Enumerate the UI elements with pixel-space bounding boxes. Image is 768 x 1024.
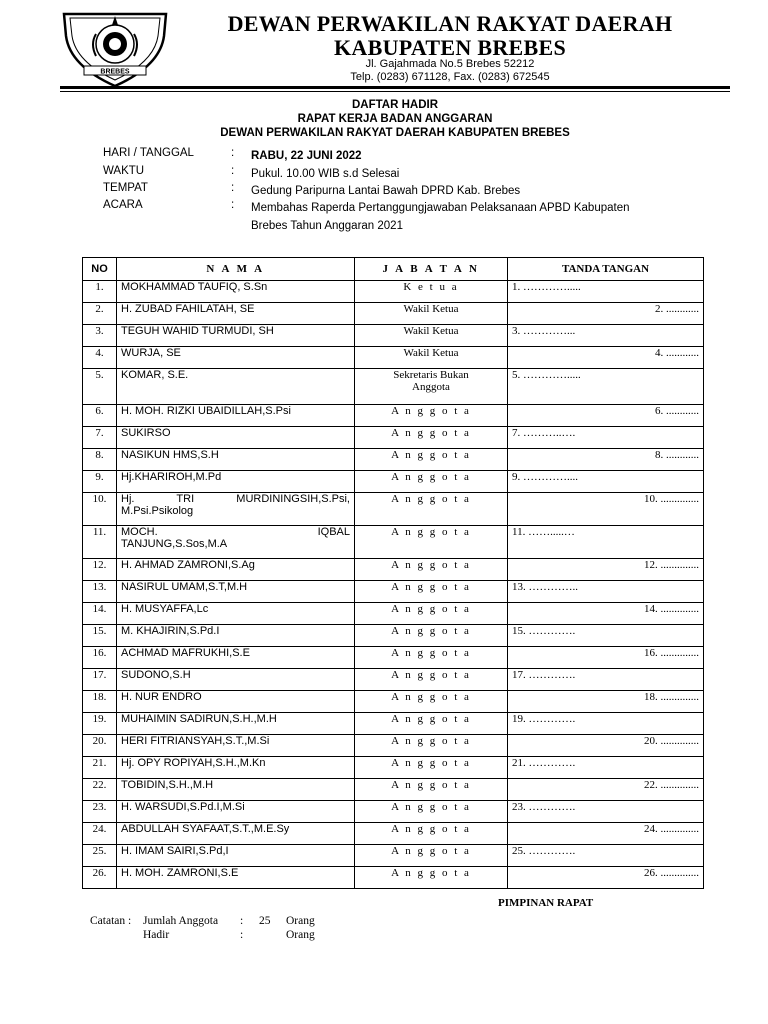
info-value-line2: Brebes Tahun Anggaran 2021 <box>251 220 403 232</box>
header-rule-thick <box>60 86 730 89</box>
member-position-line1: Sekretaris Bukan <box>393 369 469 381</box>
info-label: HARI / TANGGAL <box>103 147 194 159</box>
dprd-brebes-logo <box>60 8 170 90</box>
member-position-line1: A n g g o t a <box>391 493 471 505</box>
info-value-line1: Membahas Raperda Pertanggungjawaban Pelaksanaan APBD Kabupaten <box>251 202 630 214</box>
member-position-line1: A n g g o t a <box>391 625 471 637</box>
member-name-line1: WURJA, SE <box>121 347 181 359</box>
row-number: 2. <box>83 303 117 325</box>
signature-cell: 12. .............. <box>508 559 704 581</box>
hadir-colon: : <box>240 929 244 941</box>
signature-cell: 10. .............. <box>508 493 704 526</box>
signature-cell: 22. .............. <box>508 779 704 801</box>
member-position <box>355 625 508 647</box>
row-number: 16. <box>83 647 117 669</box>
member-position-line1: A n g g o t a <box>391 801 471 813</box>
member-name <box>117 281 355 303</box>
member-position <box>355 845 508 867</box>
signature-cell: 14. .............. <box>508 603 704 625</box>
member-position-line1: A n g g o t a <box>391 559 471 571</box>
signature-cell: 8. ............ <box>508 449 704 471</box>
signature-cell: 13. ………….. <box>508 581 704 603</box>
member-position <box>355 281 508 303</box>
signature-cell: 5. …………..... <box>508 369 704 405</box>
hadir-label: Hadir <box>143 929 170 941</box>
member-position <box>355 471 508 493</box>
member-position <box>355 867 508 889</box>
member-name <box>117 559 355 581</box>
row-number: 3. <box>83 325 117 347</box>
member-name-line1: H. MOH. ZAMRONI,S.E <box>121 867 239 879</box>
member-position <box>355 493 508 526</box>
member-name-line1: HERI FITRIANSYAH,S.T.,M.Si <box>121 735 270 747</box>
info-value: Gedung Paripurna Lantai Bawah DPRD Kab. Brebes <box>251 185 521 197</box>
table-row <box>83 369 704 405</box>
table-row <box>83 603 704 625</box>
member-position-line1: A n g g o t a <box>391 867 471 879</box>
attendance-table <box>82 257 704 889</box>
title-line1: DAFTAR HADIR <box>351 99 439 111</box>
signature-cell: 4. ............ <box>508 347 704 369</box>
institution-title <box>190 12 710 60</box>
member-name-line1: M. KHAJIRIN,S.Pd.I <box>121 625 220 637</box>
table-row <box>83 867 704 889</box>
title-line3: DEWAN PERWAKILAN RAKYAT DAERAH KABUPATEN BREBES <box>220 127 570 139</box>
table-row <box>83 449 704 471</box>
table-row <box>83 471 704 493</box>
catatan-label: Catatan : <box>90 915 132 927</box>
member-name-line1: H. MUSYAFFA,Lc <box>121 603 209 615</box>
signature-cell: 21. …………. <box>508 757 704 779</box>
member-position <box>355 801 508 823</box>
member-name <box>117 603 355 625</box>
member-name-line2: M.Psi.Psikolog <box>121 505 194 517</box>
info-label: TEMPAT <box>103 182 148 194</box>
table-row <box>83 493 704 526</box>
member-position-line1: A n g g o t a <box>391 427 471 439</box>
member-name-line1: SUKIRSO <box>121 427 171 439</box>
row-number: 7. <box>83 427 117 449</box>
member-position <box>355 449 508 471</box>
member-name-line1: ACHMAD MAFRUKHI,S.E <box>121 647 250 659</box>
member-name-line1: TEGUH WAHID TURMUDI, SH <box>121 325 274 337</box>
member-name-line1: TOBIDIN,S.H.,M.H <box>121 779 214 791</box>
jumlah-unit: Orang <box>286 915 315 927</box>
member-name-line1: Hj. OPY ROPIYAH,S.H.,M.Kn <box>121 757 266 769</box>
member-name-line1: MUHAIMIN SADIRUN,S.H.,M.H <box>121 713 277 725</box>
member-name-line1: MOKHAMMAD TAUFIQ, S.Sn <box>121 281 268 293</box>
row-number: 1. <box>83 281 117 303</box>
address-line: Jl. Gajahmada No.5 Brebes 52212 <box>365 58 535 70</box>
member-name <box>117 801 355 823</box>
phone-line: Telp. (0283) 671128, Fax. (0283) 672545 <box>350 71 550 83</box>
member-position-line1: A n g g o t a <box>391 735 471 747</box>
info-colon: : <box>231 165 235 177</box>
member-name-line1: H. AHMAD ZAMRONI,S.Ag <box>121 559 255 571</box>
row-number: 10. <box>83 493 117 526</box>
row-number: 9. <box>83 471 117 493</box>
member-name <box>117 303 355 325</box>
member-position <box>355 303 508 325</box>
table-row <box>83 303 704 325</box>
table-row <box>83 691 704 713</box>
member-position <box>355 369 508 405</box>
member-position <box>355 325 508 347</box>
member-position-line1: Wakil Ketua <box>403 347 459 359</box>
signature-cell: 24. .............. <box>508 823 704 845</box>
info-label: ACARA <box>103 199 143 211</box>
logo-text: BREBES <box>100 68 130 76</box>
row-number: 14. <box>83 603 117 625</box>
member-name <box>117 581 355 603</box>
member-position <box>355 713 508 735</box>
institution-line1: DEWAN PERWAKILAN RAKYAT DAERAH <box>227 11 673 36</box>
institution-line2: KABUPATEN BREBES <box>334 35 566 60</box>
member-name <box>117 471 355 493</box>
info-label: WAKTU <box>103 165 145 177</box>
member-name-line1: ABDULLAH SYAFAAT,S.T.,M.E.Sy <box>121 823 290 835</box>
member-name-line1: Hj. TRI MURDININGSIH,S.Psi, <box>121 493 350 505</box>
member-name <box>117 449 355 471</box>
info-colon: : <box>231 199 235 211</box>
header-rule-thin <box>60 91 730 92</box>
member-name <box>117 405 355 427</box>
table-row <box>83 581 704 603</box>
table-row <box>83 405 704 427</box>
row-number: 19. <box>83 713 117 735</box>
info-value: Pukul. 10.00 WIB s.d Selesai <box>251 168 400 180</box>
member-name-line1: NASIRUL UMAM,S.T,M.H <box>121 581 248 593</box>
member-name-line1: NASIKUN HMS,S.H <box>121 449 219 461</box>
row-number: 23. <box>83 801 117 823</box>
table-row <box>83 801 704 823</box>
row-number: 5. <box>83 369 117 405</box>
info-value: RABU, 22 JUNI 2022 <box>251 150 362 162</box>
signature-cell: 2. ............ <box>508 303 704 325</box>
member-position-line1: A n g g o t a <box>391 757 471 769</box>
signature-cell: 7. ………..…. <box>508 427 704 449</box>
member-name-line1: H. WARSUDI,S.Pd.I,M.Si <box>121 801 245 813</box>
member-position-line1: A n g g o t a <box>391 471 471 483</box>
member-name <box>117 735 355 757</box>
signature-cell: 9. ………….... <box>508 471 704 493</box>
row-number: 11. <box>83 526 117 559</box>
member-name <box>117 669 355 691</box>
jumlah-colon: : <box>240 915 244 927</box>
header-signature: TANDA TANGAN <box>508 258 704 281</box>
member-name <box>117 823 355 845</box>
member-name <box>117 713 355 735</box>
row-number: 12. <box>83 559 117 581</box>
member-name <box>117 691 355 713</box>
member-position-line1: A n g g o t a <box>391 779 471 791</box>
table-row <box>83 823 704 845</box>
member-name <box>117 779 355 801</box>
member-position-line1: A n g g o t a <box>391 581 471 593</box>
member-name <box>117 526 355 559</box>
table-row <box>83 427 704 449</box>
row-number: 20. <box>83 735 117 757</box>
member-name-line1: MOCH. IQBAL <box>121 526 350 538</box>
member-name-line1: H. MOH. RIZKI UBAIDILLAH,S.Psi <box>121 405 291 417</box>
institution-address-block <box>300 58 600 84</box>
member-position <box>355 735 508 757</box>
member-position-line1: K e t u a <box>403 281 459 293</box>
member-position <box>355 581 508 603</box>
member-position <box>355 669 508 691</box>
member-name <box>117 493 355 526</box>
member-position <box>355 526 508 559</box>
member-name-line1: H. IMAM SAIRI,S.Pd,I <box>121 845 229 857</box>
signature-cell: 25. …………. <box>508 845 704 867</box>
table-row <box>83 625 704 647</box>
member-position <box>355 603 508 625</box>
member-position <box>355 427 508 449</box>
document-title <box>60 98 730 140</box>
member-position-line1: A n g g o t a <box>391 449 471 461</box>
member-position <box>355 559 508 581</box>
table-row <box>83 757 704 779</box>
row-number: 22. <box>83 779 117 801</box>
member-position <box>355 779 508 801</box>
signature-cell: 11. …….....… <box>508 526 704 559</box>
signature-cell: 15. …………. <box>508 625 704 647</box>
signature-cell: 18. .............. <box>508 691 704 713</box>
table-body <box>83 281 704 889</box>
row-number: 18. <box>83 691 117 713</box>
info-colon: : <box>231 147 235 159</box>
signature-cell: 26. .............. <box>508 867 704 889</box>
member-position-line1: A n g g o t a <box>391 669 471 681</box>
signature-cell: 16. .............. <box>508 647 704 669</box>
row-number: 4. <box>83 347 117 369</box>
member-name-line1: Hj.KHARIROH,M.Pd <box>121 471 222 483</box>
row-number: 8. <box>83 449 117 471</box>
signature-cell: 3. …………... <box>508 325 704 347</box>
member-name-line1: KOMAR, S.E. <box>121 369 189 381</box>
member-position-line1: A n g g o t a <box>391 405 471 417</box>
signature-cell: 1. …………..... <box>508 281 704 303</box>
member-position-line1: A n g g o t a <box>391 823 471 835</box>
info-value <box>251 199 671 235</box>
member-position-line1: A n g g o t a <box>391 713 471 725</box>
row-number: 15. <box>83 625 117 647</box>
row-number: 26. <box>83 867 117 889</box>
signature-cell: 19. …………. <box>508 713 704 735</box>
title-line2: RAPAT KERJA BADAN ANGGARAN <box>297 113 493 125</box>
member-position <box>355 823 508 845</box>
hadir-unit: Orang <box>286 929 315 941</box>
table-row <box>83 735 704 757</box>
header-name: N A M A <box>117 258 355 281</box>
table-row <box>83 669 704 691</box>
header-position: J A B A T A N <box>355 258 508 281</box>
member-position <box>355 405 508 427</box>
table-row <box>83 713 704 735</box>
member-position-line1: A n g g o t a <box>391 845 471 857</box>
member-name <box>117 347 355 369</box>
row-number: 25. <box>83 845 117 867</box>
row-number: 17. <box>83 669 117 691</box>
jumlah-label: Jumlah Anggota <box>143 915 219 927</box>
row-number: 24. <box>83 823 117 845</box>
member-name <box>117 757 355 779</box>
table-row <box>83 559 704 581</box>
table-row <box>83 845 704 867</box>
table-row <box>83 281 704 303</box>
signature-cell: 6. ............ <box>508 405 704 427</box>
table-header-row <box>83 258 704 281</box>
member-name-line1: SUDONO,S.H <box>121 669 191 681</box>
table-row <box>83 325 704 347</box>
member-name <box>117 369 355 405</box>
member-position-line1: A n g g o t a <box>391 603 471 615</box>
member-position <box>355 347 508 369</box>
table-row <box>83 647 704 669</box>
member-position-line1: A n g g o t a <box>391 526 471 538</box>
member-name <box>117 427 355 449</box>
member-position-line1: Wakil Ketua <box>403 303 459 315</box>
row-number: 13. <box>83 581 117 603</box>
signature-cell: 20. .............. <box>508 735 704 757</box>
row-number: 21. <box>83 757 117 779</box>
member-position-line2: Anggota <box>412 381 450 393</box>
member-position <box>355 757 508 779</box>
row-number: 6. <box>83 405 117 427</box>
signature-cell: 17. …………. <box>508 669 704 691</box>
member-name <box>117 325 355 347</box>
member-name-line1: H. NUR ENDRO <box>121 691 202 703</box>
member-position-line1: A n g g o t a <box>391 647 471 659</box>
signature-cell: 23. …………. <box>508 801 704 823</box>
header-no: NO <box>83 258 117 281</box>
jumlah-value: 25 <box>259 915 271 927</box>
table-row <box>83 526 704 559</box>
table-row <box>83 347 704 369</box>
table-row <box>83 779 704 801</box>
member-position-line1: A n g g o t a <box>391 691 471 703</box>
member-name <box>117 647 355 669</box>
pimpinan-rapat-label: PIMPINAN RAPAT <box>498 897 594 909</box>
member-name <box>117 867 355 889</box>
info-colon: : <box>231 182 235 194</box>
member-name-line1: H. ZUBAD FAHILATAH, SE <box>121 303 255 315</box>
member-position <box>355 647 508 669</box>
member-name <box>117 625 355 647</box>
member-position <box>355 691 508 713</box>
member-name-line2: TANJUNG,S.Sos,M.A <box>121 538 228 550</box>
member-name <box>117 845 355 867</box>
member-position-line1: Wakil Ketua <box>403 325 459 337</box>
